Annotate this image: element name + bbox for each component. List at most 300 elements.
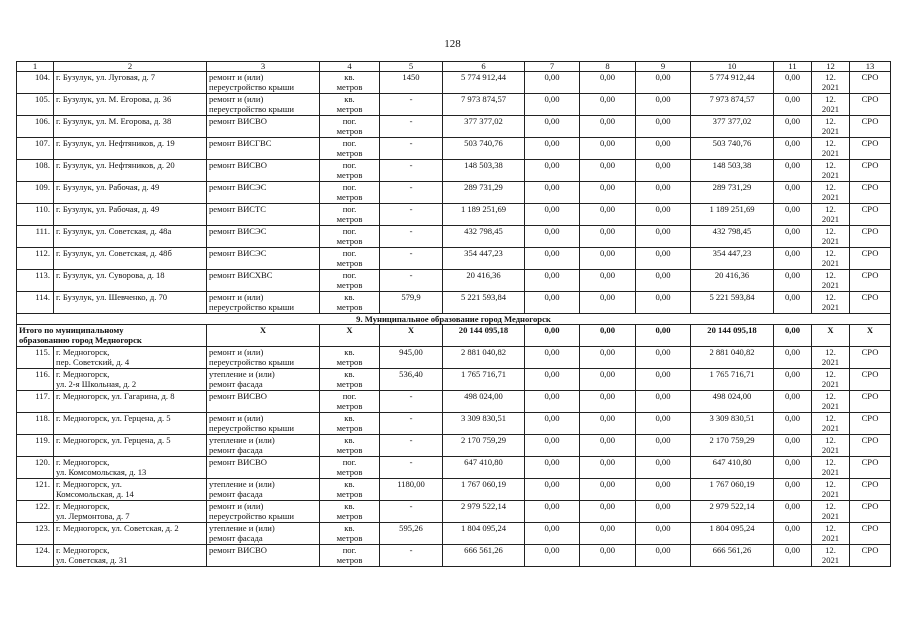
row-number: 118. <box>17 413 54 435</box>
amount-cell: 0,00 <box>774 413 812 435</box>
amount-cell: 0,00 <box>580 413 636 435</box>
amount-cell: 0,00 <box>774 270 812 292</box>
unit-cell <box>320 347 380 369</box>
deadline-cell <box>812 138 850 160</box>
amount-cell: 0,00 <box>774 391 812 413</box>
amount-cell: 0,00 <box>636 501 691 523</box>
amount-cell: 2 979 522,14 <box>691 501 774 523</box>
amount-cell: 0,00 <box>636 182 691 204</box>
work-type-cell <box>207 413 320 435</box>
method-cell: СРО <box>850 347 891 369</box>
amount-cell: 0,00 <box>580 501 636 523</box>
address-cell-line: г. Бузулук, ул. Советская, д. 48б <box>56 248 172 258</box>
row-number: 110. <box>17 204 54 226</box>
work-type-cell-line: ремонт и (или) <box>209 501 264 511</box>
table-row <box>17 160 891 182</box>
amount-cell: 0,00 <box>525 292 580 314</box>
amount-cell: 1 767 060,19 <box>443 479 525 501</box>
amount-cell: 148 503,38 <box>443 160 525 182</box>
amount-cell: 377 377,02 <box>691 116 774 138</box>
address-cell-line: г. Медногорск, <box>56 347 110 357</box>
work-type-cell-line: ремонт фасада <box>209 379 263 389</box>
column-number: 2 <box>54 62 207 72</box>
table-row <box>17 292 891 314</box>
page-number: 128 <box>444 38 461 50</box>
table-row <box>17 116 891 138</box>
unit-cell-line: пог. <box>342 204 357 214</box>
amount-cell: 0,00 <box>636 369 691 391</box>
deadline-cell-line: 2021 <box>821 214 840 224</box>
amount-cell: 0,00 <box>774 182 812 204</box>
amount-cell: 0,00 <box>636 116 691 138</box>
deadline-cell-line: 12. <box>825 369 836 379</box>
deadline-cell-line: 12. <box>825 523 836 533</box>
row-number: 114. <box>17 292 54 314</box>
row-number: 116. <box>17 369 54 391</box>
quantity-cell: 1450 <box>380 72 443 94</box>
amount-cell: 1 189 251,69 <box>691 204 774 226</box>
quantity-cell: - <box>380 545 443 567</box>
unit-cell <box>320 182 380 204</box>
table-row <box>17 479 891 501</box>
amount-cell: 0,00 <box>636 94 691 116</box>
work-type-cell-line: ремонт и (или) <box>209 94 264 104</box>
deadline-cell-line: 12. <box>825 501 836 511</box>
amount-cell: 289 731,29 <box>443 182 525 204</box>
amount-cell: 2 979 522,14 <box>443 501 525 523</box>
work-type-cell <box>207 116 320 138</box>
deadline-cell-line: 12. <box>825 413 836 423</box>
address-cell-line: г. Бузулук, ул. Рабочая, д. 49 <box>56 182 160 192</box>
unit-cell-line: метров <box>336 302 363 312</box>
table-row <box>17 369 891 391</box>
unit-cell-line: метров <box>336 280 363 290</box>
address-cell-line: г. Медногорск, <box>56 457 110 467</box>
quantity-cell: 579,9 <box>380 292 443 314</box>
total-row <box>17 325 891 347</box>
unit-cell <box>320 391 380 413</box>
address-cell-line: Комсомольская, д. 14 <box>56 489 134 499</box>
unit-cell-line: метров <box>336 445 363 455</box>
deadline-cell-line: 2021 <box>821 357 840 367</box>
quantity-cell: - <box>380 116 443 138</box>
work-type-cell-line: ремонт ВИСЭС <box>209 248 267 258</box>
total-label-line: образованию город Медногорск <box>19 335 142 345</box>
deadline-cell <box>812 501 850 523</box>
method-cell: СРО <box>850 479 891 501</box>
unit-cell-line: кв. <box>344 72 355 82</box>
work-type-cell-line: ремонт и (или) <box>209 347 264 357</box>
row-number: 112. <box>17 248 54 270</box>
unit-cell-line: пог. <box>342 182 357 192</box>
work-type-cell-line: переустройство крыши <box>209 423 294 433</box>
deadline-cell-line: 2021 <box>821 258 840 268</box>
method-cell: СРО <box>850 94 891 116</box>
amount-cell: 3 309 830,51 <box>443 413 525 435</box>
method-cell: СРО <box>850 413 891 435</box>
unit-cell-line: метров <box>336 214 363 224</box>
row-number: 115. <box>17 347 54 369</box>
amount-cell: 0,00 <box>525 116 580 138</box>
work-type-cell-line: ремонт ВИСХВС <box>209 270 273 280</box>
table-row <box>17 347 891 369</box>
deadline-cell-line: 12. <box>825 248 836 258</box>
total-cell: X <box>320 325 380 347</box>
column-number: 10 <box>691 62 774 72</box>
address-cell <box>54 160 207 182</box>
deadline-cell <box>812 523 850 545</box>
column-number: 13 <box>850 62 891 72</box>
amount-cell: 0,00 <box>774 160 812 182</box>
quantity-cell: - <box>380 413 443 435</box>
deadline-cell-line: 12. <box>825 94 836 104</box>
table-row <box>17 182 891 204</box>
method-cell: СРО <box>850 182 891 204</box>
method-cell: СРО <box>850 248 891 270</box>
method-cell: СРО <box>850 160 891 182</box>
unit-cell <box>320 204 380 226</box>
table-row <box>17 457 891 479</box>
row-number: 122. <box>17 501 54 523</box>
method-cell: СРО <box>850 270 891 292</box>
unit-cell <box>320 501 380 523</box>
unit-cell-line: кв. <box>344 479 355 489</box>
unit-cell-line: метров <box>336 170 363 180</box>
address-cell-line: ул. Советская, д. 31 <box>56 555 128 565</box>
amount-cell: 289 731,29 <box>691 182 774 204</box>
work-type-cell-line: переустройство крыши <box>209 302 294 312</box>
amount-cell: 0,00 <box>636 457 691 479</box>
unit-cell-line: метров <box>336 82 363 92</box>
row-number: 108. <box>17 160 54 182</box>
address-cell-line: г. Бузулук, ул. Суворова, д. 18 <box>56 270 165 280</box>
section-row <box>17 314 891 325</box>
table-row <box>17 501 891 523</box>
address-cell-line: г. Медногорск, <box>56 501 110 511</box>
deadline-cell-line: 12. <box>825 391 836 401</box>
unit-cell <box>320 226 380 248</box>
work-type-cell-line: ремонт ВИСВО <box>209 391 267 401</box>
unit-cell-line: пог. <box>342 160 357 170</box>
deadline-cell-line: 12. <box>825 545 836 555</box>
deadline-cell-line: 2021 <box>821 467 840 477</box>
unit-cell-line: метров <box>336 423 363 433</box>
deadline-cell <box>812 270 850 292</box>
address-cell <box>54 292 207 314</box>
deadline-cell-line: 2021 <box>821 236 840 246</box>
unit-cell-line: метров <box>336 236 363 246</box>
unit-cell-line: пог. <box>342 248 357 258</box>
unit-cell <box>320 413 380 435</box>
amount-cell: 0,00 <box>580 457 636 479</box>
row-number: 105. <box>17 94 54 116</box>
unit-cell-line: метров <box>336 555 363 565</box>
address-cell-line: г. Бузулук, ул. Шевченко, д. 70 <box>56 292 168 302</box>
quantity-cell: - <box>380 226 443 248</box>
deadline-cell-line: 12. <box>825 138 836 148</box>
deadline-cell <box>812 182 850 204</box>
amount-cell: 0,00 <box>525 413 580 435</box>
work-type-cell-line: ремонт ВИСВО <box>209 160 267 170</box>
amount-cell: 0,00 <box>525 182 580 204</box>
unit-cell <box>320 248 380 270</box>
amount-cell: 0,00 <box>580 292 636 314</box>
amount-cell: 0,00 <box>525 138 580 160</box>
quantity-cell: - <box>380 457 443 479</box>
amount-cell: 0,00 <box>636 479 691 501</box>
unit-cell <box>320 369 380 391</box>
row-number: 119. <box>17 435 54 457</box>
section-title: 9. Муниципальное образование город Медногорск <box>17 314 891 325</box>
address-cell-line: г. Бузулук, ул. Нефтяников, д. 19 <box>56 138 175 148</box>
unit-cell <box>320 72 380 94</box>
address-cell-line: ул. Лермонтова, д. 7 <box>56 511 130 521</box>
table-row <box>17 270 891 292</box>
amount-cell: 0,00 <box>636 160 691 182</box>
work-type-cell-line: переустройство крыши <box>209 104 294 114</box>
address-cell-line: г. Медногорск, ул. Герцена, д. 5 <box>56 435 171 445</box>
column-number: 6 <box>443 62 525 72</box>
amount-cell: 0,00 <box>580 182 636 204</box>
work-type-cell <box>207 435 320 457</box>
amount-cell: 0,00 <box>636 72 691 94</box>
work-type-cell <box>207 270 320 292</box>
deadline-cell-line: 2021 <box>821 489 840 499</box>
amount-cell: 0,00 <box>580 391 636 413</box>
method-cell: СРО <box>850 226 891 248</box>
amount-cell: 0,00 <box>774 369 812 391</box>
deadline-cell <box>812 226 850 248</box>
amount-cell: 0,00 <box>636 292 691 314</box>
deadline-cell-line: 12. <box>825 160 836 170</box>
amount-cell: 0,00 <box>525 435 580 457</box>
amount-cell: 5 774 912,44 <box>443 72 525 94</box>
deadline-cell-line: 2021 <box>821 401 840 411</box>
work-type-cell <box>207 94 320 116</box>
method-cell: СРО <box>850 523 891 545</box>
work-type-cell <box>207 72 320 94</box>
amount-cell: 1 189 251,69 <box>443 204 525 226</box>
method-cell: СРО <box>850 116 891 138</box>
deadline-cell <box>812 160 850 182</box>
work-type-cell <box>207 204 320 226</box>
work-type-cell-line: переустройство крыши <box>209 82 294 92</box>
amount-cell: 0,00 <box>525 457 580 479</box>
total-cell: 0,00 <box>774 325 812 347</box>
total-cell: 20 144 095,18 <box>443 325 525 347</box>
total-label <box>17 325 207 347</box>
deadline-cell-line: 12. <box>825 116 836 126</box>
total-cell: 0,00 <box>580 325 636 347</box>
quantity-cell: 945,00 <box>380 347 443 369</box>
unit-cell <box>320 138 380 160</box>
deadline-cell-line: 2021 <box>821 104 840 114</box>
work-type-cell <box>207 138 320 160</box>
total-cell: 0,00 <box>525 325 580 347</box>
column-number-row <box>17 62 891 72</box>
address-cell-line: г. Медногорск, ул. Гагарина, д. 8 <box>56 391 175 401</box>
amount-cell: 432 798,45 <box>443 226 525 248</box>
amount-cell: 666 561,26 <box>443 545 525 567</box>
address-cell <box>54 545 207 567</box>
amount-cell: 0,00 <box>774 523 812 545</box>
table-row <box>17 72 891 94</box>
unit-cell-line: метров <box>336 489 363 499</box>
address-cell <box>54 226 207 248</box>
row-number: 121. <box>17 479 54 501</box>
address-cell-line: г. Бузулук, ул. Нефтяников, д. 20 <box>56 160 175 170</box>
work-type-cell-line: переустройство крыши <box>209 511 294 521</box>
amount-cell: 0,00 <box>774 226 812 248</box>
amount-cell: 2 881 040,82 <box>443 347 525 369</box>
deadline-cell <box>812 369 850 391</box>
amount-cell: 666 561,26 <box>691 545 774 567</box>
deadline-cell-line: 12. <box>825 226 836 236</box>
work-type-cell-line: ремонт фасада <box>209 489 263 499</box>
address-cell-line: г. Бузулук, ул. Рабочая, д. 49 <box>56 204 160 214</box>
amount-cell: 0,00 <box>636 347 691 369</box>
table-row <box>17 523 891 545</box>
column-number: 3 <box>207 62 320 72</box>
address-cell <box>54 94 207 116</box>
address-cell <box>54 72 207 94</box>
deadline-cell-line: 12. <box>825 292 836 302</box>
address-cell <box>54 347 207 369</box>
work-type-cell-line: утепление и (или) <box>209 369 275 379</box>
address-cell-line: г. Медногорск, ул. Советская, д. 2 <box>56 523 179 533</box>
address-cell <box>54 369 207 391</box>
unit-cell <box>320 457 380 479</box>
quantity-cell: - <box>380 160 443 182</box>
deadline-cell-line: 2021 <box>821 280 840 290</box>
quantity-cell: - <box>380 391 443 413</box>
deadline-cell-line: 12. <box>825 204 836 214</box>
amount-cell: 0,00 <box>636 270 691 292</box>
unit-cell-line: метров <box>336 379 363 389</box>
amount-cell: 0,00 <box>525 94 580 116</box>
column-number: 8 <box>580 62 636 72</box>
amount-cell: 647 410,80 <box>443 457 525 479</box>
amount-cell: 354 447,23 <box>691 248 774 270</box>
row-number: 109. <box>17 182 54 204</box>
amount-cell: 503 740,76 <box>691 138 774 160</box>
amount-cell: 1 767 060,19 <box>691 479 774 501</box>
row-number: 113. <box>17 270 54 292</box>
unit-cell <box>320 94 380 116</box>
address-cell <box>54 138 207 160</box>
unit-cell <box>320 292 380 314</box>
quantity-cell: - <box>380 138 443 160</box>
amount-cell: 0,00 <box>774 457 812 479</box>
address-cell <box>54 413 207 435</box>
amount-cell: 3 309 830,51 <box>691 413 774 435</box>
amount-cell: 7 973 874,57 <box>691 94 774 116</box>
amount-cell: 0,00 <box>580 116 636 138</box>
amount-cell: 0,00 <box>636 226 691 248</box>
quantity-cell: - <box>380 248 443 270</box>
deadline-cell-line: 2021 <box>821 302 840 312</box>
table-row <box>17 94 891 116</box>
amount-cell: 0,00 <box>580 347 636 369</box>
deadline-cell-line: 2021 <box>821 379 840 389</box>
amount-cell: 1 804 095,24 <box>691 523 774 545</box>
address-cell-line: г. Медногорск, ул. Герцена, д. 5 <box>56 413 171 423</box>
deadline-cell-line: 2021 <box>821 555 840 565</box>
quantity-cell: - <box>380 182 443 204</box>
deadline-cell-line: 12. <box>825 270 836 280</box>
column-number: 1 <box>17 62 54 72</box>
deadline-cell-line: 2021 <box>821 445 840 455</box>
deadline-cell <box>812 116 850 138</box>
deadline-cell <box>812 292 850 314</box>
unit-cell-line: пог. <box>342 138 357 148</box>
work-type-cell-line: ремонт ВИСВО <box>209 116 267 126</box>
deadline-cell <box>812 413 850 435</box>
unit-cell-line: пог. <box>342 545 357 555</box>
table-row <box>17 226 891 248</box>
work-type-cell-line: утепление и (или) <box>209 479 275 489</box>
amount-cell: 0,00 <box>525 270 580 292</box>
deadline-cell-line: 2021 <box>821 126 840 136</box>
amount-cell: 1 765 716,71 <box>691 369 774 391</box>
row-number: 111. <box>17 226 54 248</box>
address-cell-line: г. Бузулук, ул. Луговая, д. 7 <box>56 72 156 82</box>
address-cell-line: г. Бузулук, ул. М. Егорова, д. 38 <box>56 116 172 126</box>
unit-cell-line: пог. <box>342 226 357 236</box>
unit-cell <box>320 479 380 501</box>
amount-cell: 0,00 <box>525 226 580 248</box>
quantity-cell: 536,40 <box>380 369 443 391</box>
unit-cell <box>320 545 380 567</box>
deadline-cell <box>812 347 850 369</box>
quantity-cell: 1180,00 <box>380 479 443 501</box>
table-row <box>17 204 891 226</box>
method-cell: СРО <box>850 292 891 314</box>
unit-cell-line: кв. <box>344 501 355 511</box>
amount-cell: 0,00 <box>525 204 580 226</box>
amount-cell: 0,00 <box>580 204 636 226</box>
work-type-cell-line: ремонт фасада <box>209 445 263 455</box>
amount-cell: 0,00 <box>636 435 691 457</box>
deadline-cell-line: 12. <box>825 479 836 489</box>
work-type-cell <box>207 347 320 369</box>
method-cell: СРО <box>850 501 891 523</box>
row-number: 117. <box>17 391 54 413</box>
column-number: 11 <box>774 62 812 72</box>
deadline-cell-line: 2021 <box>821 192 840 202</box>
unit-cell-line: метров <box>336 533 363 543</box>
work-type-cell-line: ремонт фасада <box>209 533 263 543</box>
amount-cell: 354 447,23 <box>443 248 525 270</box>
work-type-cell-line: ремонт и (или) <box>209 292 264 302</box>
unit-cell-line: кв. <box>344 435 355 445</box>
amount-cell: 0,00 <box>580 94 636 116</box>
amount-cell: 20 416,36 <box>443 270 525 292</box>
amount-cell: 0,00 <box>525 347 580 369</box>
amount-cell: 0,00 <box>636 413 691 435</box>
row-number: 106. <box>17 116 54 138</box>
total-cell: 0,00 <box>636 325 691 347</box>
unit-cell-line: пог. <box>342 391 357 401</box>
deadline-cell-line: 2021 <box>821 148 840 158</box>
deadline-cell-line: 2021 <box>821 511 840 521</box>
work-type-cell-line: ремонт и (или) <box>209 72 264 82</box>
unit-cell-line: кв. <box>344 369 355 379</box>
unit-cell-line: метров <box>336 511 363 521</box>
amount-cell: 7 973 874,57 <box>443 94 525 116</box>
deadline-cell <box>812 391 850 413</box>
amount-cell: 0,00 <box>636 545 691 567</box>
